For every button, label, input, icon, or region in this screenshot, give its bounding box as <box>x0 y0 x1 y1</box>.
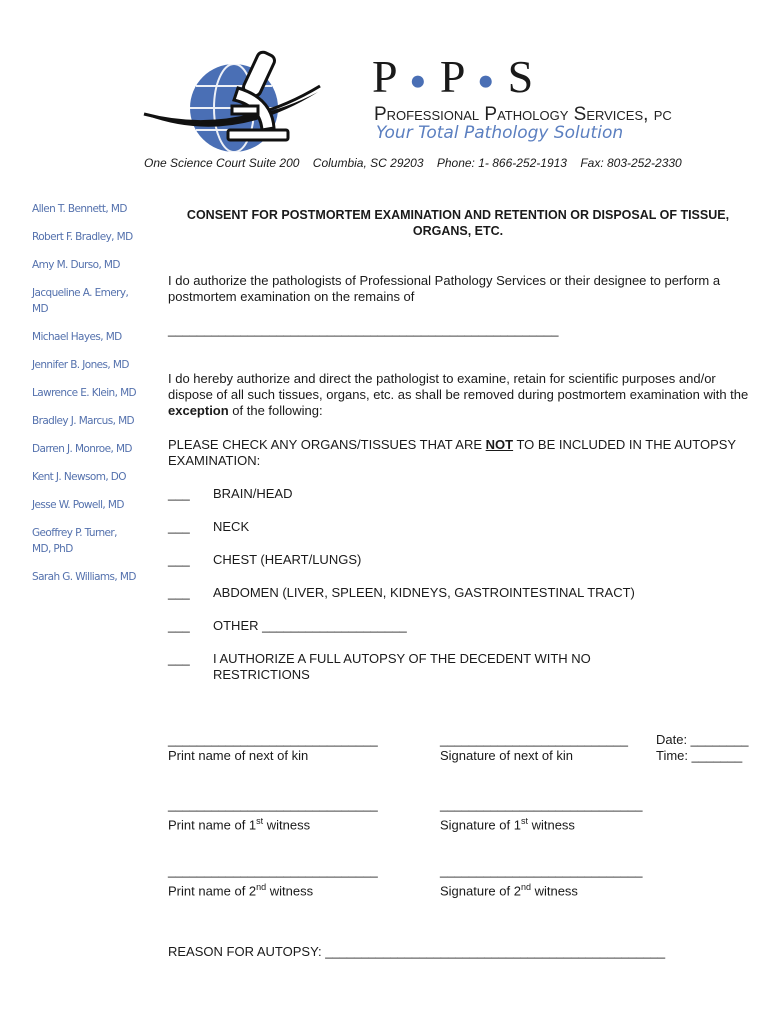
checkbox-option[interactable]: ___ NECK <box>168 519 250 534</box>
check-blank[interactable]: ___ <box>168 486 190 501</box>
witness2-print-name-field[interactable]: _____________________________ Print name of 2nd witness <box>168 863 378 899</box>
checkbox-option[interactable]: ___ I AUTHORIZE A FULL AUTOPSY OF THE DECEDENT WITH NO RESTRICTIONS <box>168 651 591 682</box>
address-line <box>144 156 692 170</box>
checkbox-option[interactable]: ___ CHEST (HEART/LUNGS) <box>168 552 362 567</box>
checkbox-option[interactable]: ___ BRAIN/HEAD <box>168 486 293 501</box>
doctor-name: Jennifer B. Jones, MD <box>32 359 129 371</box>
doctor-name: Bradley J. Marcus, MD <box>32 415 135 427</box>
check-blank[interactable]: ___ <box>168 618 190 633</box>
doctor-name: Lawrence E. Klein, MD <box>32 387 137 399</box>
check-blank[interactable]: ___ <box>168 519 190 534</box>
date-field[interactable]: Date: ________ <box>656 732 749 747</box>
witness2-signature-field[interactable]: ____________________________ Signature of 2nd witness <box>440 863 643 899</box>
doctor-name: Geoffrey P. Turner, MD, PhD <box>32 527 117 555</box>
microscope-globe-logo <box>142 46 322 158</box>
retention-paragraph: I do hereby authorize and direct the pathologist to examine, retain for scientific purposes and/or dispose of all such tissues, organs, etc. as shall be removed during postmortem examination with the exception of the following: <box>168 371 749 418</box>
witness1-signature-field[interactable]: ____________________________ Signature of 1st witness <box>440 797 643 833</box>
check-blank[interactable]: ___ <box>168 651 190 666</box>
doctor-name: Sarah G. Williams, MD <box>32 571 136 583</box>
check-blank[interactable]: ___ <box>168 585 190 600</box>
fax-number: Fax: 803-252-2330 <box>580 156 682 170</box>
check-blank[interactable]: ___ <box>168 552 190 567</box>
brand-letters: P ● P ● S <box>372 51 535 102</box>
phone-number: Phone: 1- 866-252-1913 <box>436 156 567 170</box>
witness1-print-name-field[interactable]: _____________________________ Print name of 1st witness <box>168 797 378 833</box>
authorize-paragraph: I do authorize the pathologists of Professional Pathology Services or their designee to perform a postmortem examination on the remains of <box>168 273 721 304</box>
time-field[interactable]: Time: _______ <box>656 748 743 763</box>
doctor-list <box>32 201 152 597</box>
decedent-name-line[interactable]: ______________________________________________________ <box>168 322 559 337</box>
doctor-name: Robert F. Bradley, MD <box>32 231 133 243</box>
street-address: One Science Court Suite 200 <box>144 156 300 170</box>
doctor-name: Allen T. Bennett, MD <box>32 203 127 215</box>
city-state: Columbia, SC 29203 <box>312 156 424 170</box>
doctor-name: Jacqueline A. Emery, MD <box>32 287 129 315</box>
check-instructions: PLEASE CHECK ANY ORGANS/TISSUES THAT ARE NOT TO BE INCLUDED IN THE AUTOPSY EXAMINATION: <box>168 437 736 468</box>
brand-name: Professional Pathology Services, pc <box>374 104 672 125</box>
brand-tagline: Your Total Pathology Solution <box>376 123 624 143</box>
kin-signature-field[interactable]: __________________________ Signature of next of kin <box>440 732 628 763</box>
date-time-fields[interactable] <box>656 732 749 764</box>
doctor-name: Kent J. Newsom, DO <box>32 471 126 483</box>
kin-print-name-field[interactable]: _____________________________ Print name of next of kin <box>168 732 378 763</box>
checkbox-option[interactable]: ___ OTHER ____________________ <box>168 618 407 633</box>
doctor-name: Amy M. Durso, MD <box>32 259 120 271</box>
reason-for-autopsy-field[interactable]: REASON FOR AUTOPSY: _______________________________________________ <box>168 944 666 959</box>
doctor-name: Jesse W. Powell, MD <box>32 499 124 511</box>
doctor-name: Darren J. Monroe, MD <box>32 443 132 455</box>
checkbox-option[interactable]: ___ ABDOMEN (LIVER, SPLEEN, KIDNEYS, GASTROINTESTINAL TRACT) <box>168 585 635 600</box>
form-title: CONSENT FOR POSTMORTEM EXAMINATION AND RETENTION OR DISPOSAL OF TISSUE, ORGANS, ETC. <box>186 208 730 238</box>
doctor-name: Michael Hayes, MD <box>32 331 122 343</box>
